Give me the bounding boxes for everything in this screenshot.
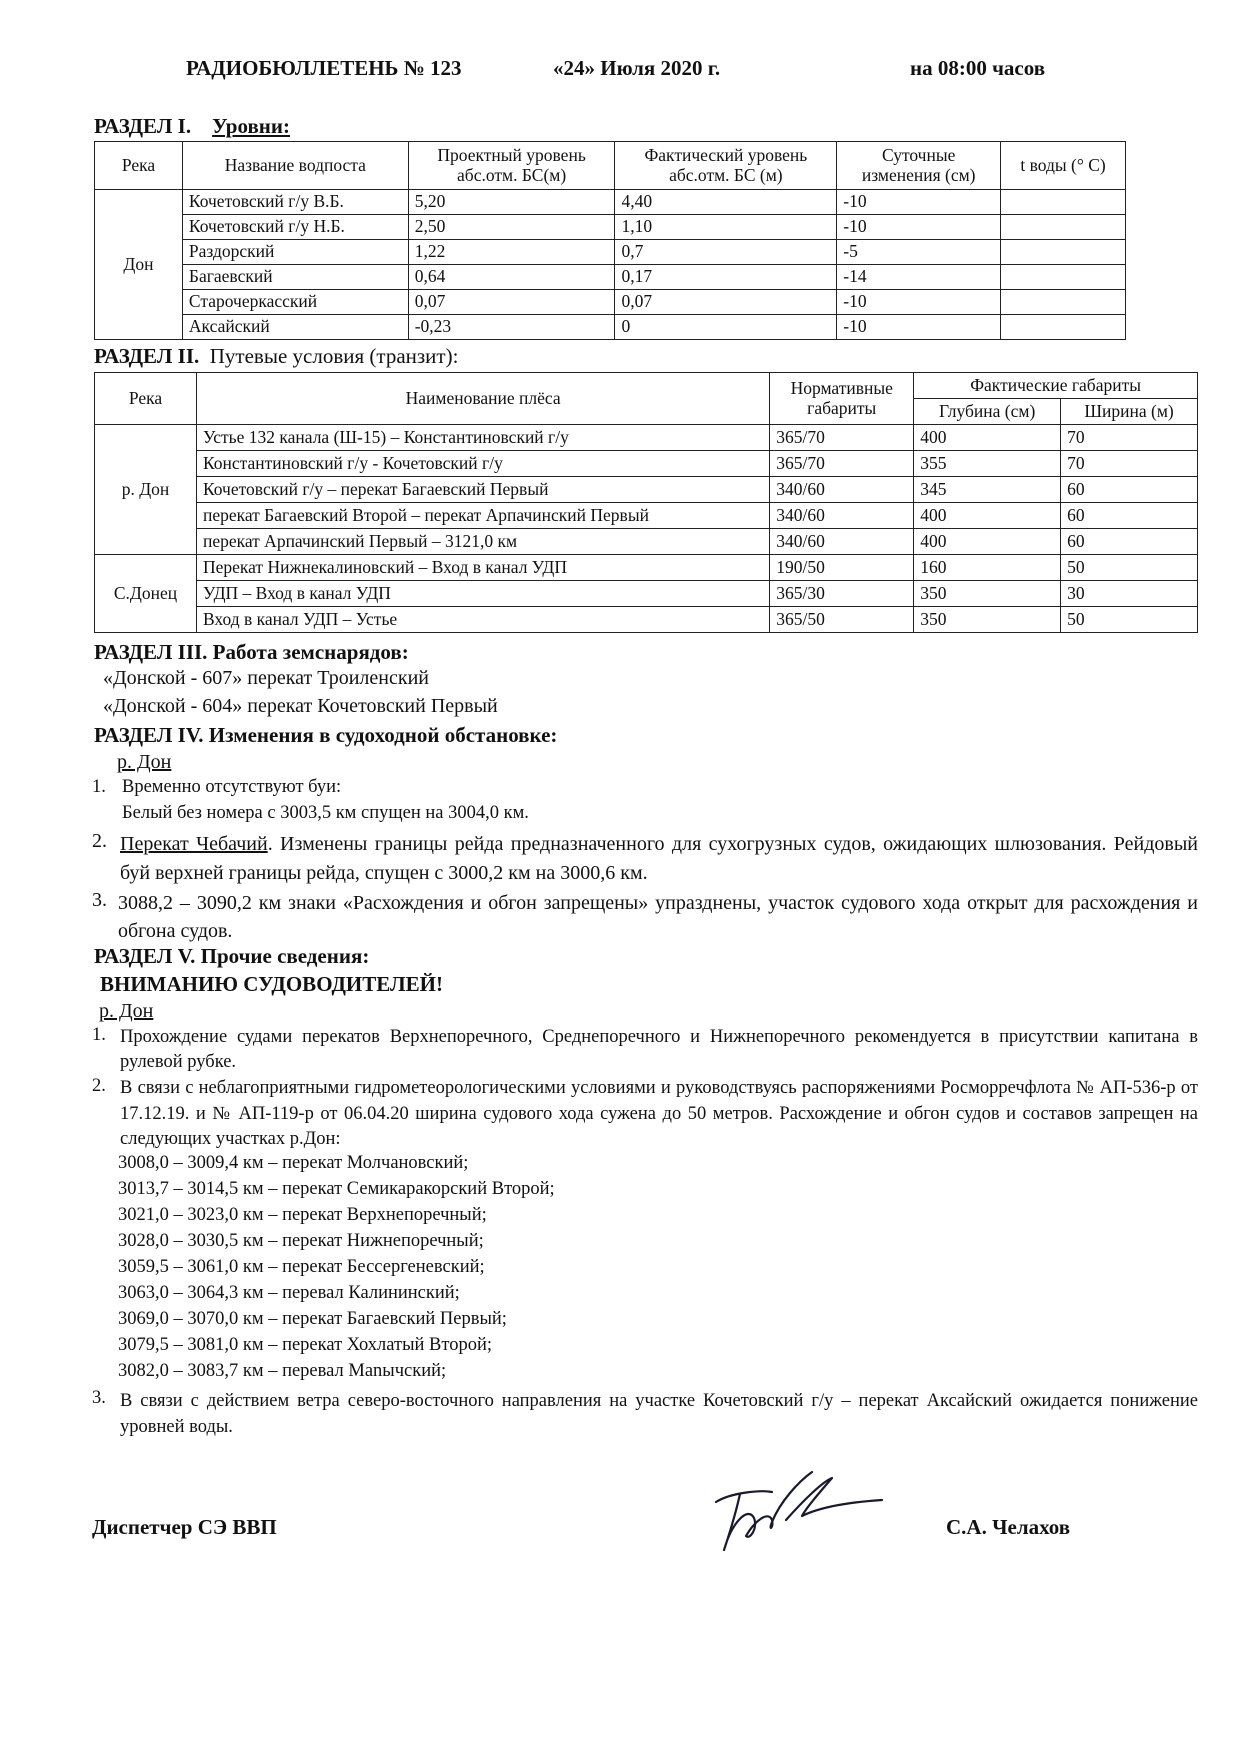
section1-heading [94,114,290,139]
table-row [95,425,1198,451]
reach-name: Устье 132 канала (Ш-15) – Константиновский г/у [196,425,769,451]
section4-item1-text: Белый без номера с 3003,5 км спущен на 3004,0 км. [122,803,529,823]
daily-change: -5 [837,240,1001,265]
post-name: Кочетовский г/у В.Б. [182,190,408,215]
dispatcher-label: Диспетчер СЭ ВВП [92,1515,277,1539]
transit-river: р. Дон [95,425,197,555]
fact-width: 30 [1061,581,1198,607]
bulletin-time: на 08:00 часов [910,56,1046,80]
levels-col-river: Река [95,142,183,190]
norm-dims: 340/60 [770,477,914,503]
table-row [95,477,1198,503]
fact-width: 70 [1061,451,1198,477]
section4-item3-text: 3088,2 – 3090,2 км знаки «Расхождения и обгон запрещены» упразднены, участок судового хода открыт для расхождения и обгона судов. [118,892,1198,942]
reach-name: перекат Багаевский Второй – перекат Арпачинский Первый [196,503,769,529]
section2-subtitle: Путевые условия (транзит): [209,344,459,368]
water-temp [1001,290,1126,315]
levels-header-row [95,142,1126,190]
levels-col-change: Суточные изменения (см) [837,142,1001,190]
section4-river: р. Дон [117,751,172,773]
table-row [95,529,1198,555]
transit-river: С.Донец [95,555,197,633]
section5-river: р. Дон [99,1000,154,1022]
fact-width: 60 [1061,529,1198,555]
design-level: 0,07 [408,290,615,315]
fact-depth: 400 [914,425,1061,451]
design-level: 0,64 [408,265,615,290]
water-temp [1001,265,1126,290]
section5-title: РАЗДЕЛ V. Прочие сведения: [94,944,370,968]
section5-item1-text: Прохождение судами перекатов Верхнепоречного, Среднепоречного и Нижнепоречного рекомендуется в присутствии капитана в рулевой рубке. [120,1027,1198,1072]
post-name: Багаевский [182,265,408,290]
section2-heading [94,344,458,369]
reach-name: Константиновский г/у - Кочетовский г/у [196,451,769,477]
actual-level: 0 [615,315,837,340]
list-item: 3063,0 – 3064,3 км – перевал Калининский; [118,1283,460,1303]
water-temp [1001,215,1126,240]
list-number: 1. [92,1025,106,1045]
table-row [95,555,1198,581]
list-number: 1. [92,777,106,797]
fact-width: 50 [1061,607,1198,633]
levels-table [94,141,1126,340]
dispatcher-name: С.А. Челахов [946,1515,1071,1539]
fact-depth: 400 [914,503,1061,529]
actual-level: 0,7 [615,240,837,265]
design-level: 5,20 [408,190,615,215]
list-number: 2. [92,830,107,852]
actual-level: 0,07 [615,290,837,315]
list-item: 3028,0 – 3030,5 км – перекат Нижнепоречный; [118,1231,484,1251]
fact-depth: 400 [914,529,1061,555]
levels-col-post: Название водпоста [182,142,408,190]
daily-change: -14 [837,265,1001,290]
reach-name: Кочетовский г/у – перекат Багаевский Первый [196,477,769,503]
table-row [95,315,1126,340]
levels-river: Дон [95,190,183,340]
table-row [95,240,1126,265]
transit-col-river: Река [95,373,197,425]
list-item: 3013,7 – 3014,5 км – перекат Семикаракорский Второй; [118,1179,555,1199]
list-number: 3. [92,1388,106,1408]
reach-name: перекат Арпачинский Первый – 3121,0 км [196,529,769,555]
table-row [95,265,1126,290]
water-temp [1001,190,1126,215]
section2-title: РАЗДЕЛ II. [94,344,200,368]
norm-dims: 365/50 [770,607,914,633]
transit-header-row-1 [95,373,1198,399]
levels-col-design: Проектный уровень абс.отм. БС(м) [408,142,615,190]
design-level: -0,23 [408,315,615,340]
norm-dims: 365/70 [770,451,914,477]
section5-item3-text: В связи с действием ветра северо-восточного направления на участке Кочетовский г/у – перекат Аксайский ожидается понижение уровней воды. [120,1391,1198,1437]
list-item: 3008,0 – 3009,4 км – перекат Молчановский; [118,1153,469,1173]
transit-col-norm: Нормативные габариты [770,373,914,425]
fact-depth: 350 [914,607,1061,633]
actual-level: 0,17 [615,265,837,290]
list-item: 3021,0 – 3023,0 км – перекат Верхнепоречный; [118,1205,487,1225]
section4-item2 [120,830,1198,888]
post-name: Кочетовский г/у Н.Б. [182,215,408,240]
reach-name: УДП – Вход в канал УДП [196,581,769,607]
fact-depth: 345 [914,477,1061,503]
daily-change: -10 [837,190,1001,215]
water-temp [1001,240,1126,265]
section5-item2-text: В связи с неблагоприятными гидрометеорологическими условиями и руководствуясь распоряжениями Росморречфлота № АП-536-р от 17.12.19. и № АП-119-р от 06.04.20 ширина судового хода сужена до 50 метров. Расхождение и обгон судов и составов запрещен на следующих участках р.Дон: [120,1078,1198,1149]
norm-dims: 340/60 [770,503,914,529]
water-temp [1001,315,1126,340]
bulletin-title: РАДИОБЮЛЛЕТЕНЬ № 123 [186,56,462,80]
post-name: Аксайский [182,315,408,340]
dredger-item: «Донской - 604» перекат Кочетовский Первый [103,695,498,717]
fact-width: 60 [1061,503,1198,529]
section1-title: РАЗДЕЛ I. [94,114,192,138]
table-row [95,607,1198,633]
post-name: Старочеркасский [182,290,408,315]
table-row [95,451,1198,477]
design-level: 2,50 [408,215,615,240]
table-row [95,290,1126,315]
norm-dims: 365/70 [770,425,914,451]
section3-title: РАЗДЕЛ III. Работа земснарядов: [94,640,409,664]
fact-width: 60 [1061,477,1198,503]
norm-dims: 340/60 [770,529,914,555]
section3-heading [94,640,409,665]
fact-depth: 355 [914,451,1061,477]
section4-item2-text: . Изменены границы рейда предназначенного для сухогрузных судов, ожидающих шлюзования. Рейдовый буй верхней границы рейда, спущен с 3000,2 км на 3000,6 км. [120,833,1199,884]
fact-width: 50 [1061,555,1198,581]
transit-col-fact: Фактические габариты [914,373,1198,399]
section4-heading [94,723,557,748]
norm-dims: 365/30 [770,581,914,607]
attention-text: ВНИМАНИЮ СУДОВОДИТЕЛЕЙ! [100,972,443,996]
bulletin-date: «24» Июля 2020 г. [553,56,721,80]
post-name: Раздорский [182,240,408,265]
section5-heading [94,944,369,969]
list-item: 3059,5 – 3061,0 км – перекат Бессергеневский; [118,1257,485,1277]
daily-change: -10 [837,215,1001,240]
actual-level: 1,10 [615,215,837,240]
transit-col-depth: Глубина (см) [914,399,1061,425]
list-number: 2. [92,1076,106,1096]
attention-heading [100,972,443,997]
reach-name: Вход в канал УДП – Устье [196,607,769,633]
daily-change: -10 [837,315,1001,340]
fact-depth: 350 [914,581,1061,607]
levels-col-actual: Фактический уровень абс.отм. БС (м) [615,142,837,190]
table-row [95,190,1126,215]
design-level: 1,22 [408,240,615,265]
section4-item2-link: Перекат Чебачий [120,833,268,855]
transit-table [94,372,1198,633]
section1-subtitle: Уровни: [212,114,290,138]
fact-depth: 160 [914,555,1061,581]
list-item: 3079,5 – 3081,0 км – перекат Хохлатый Второй; [118,1335,493,1355]
levels-col-temp: t воды (° С) [1001,142,1126,190]
list-number: 3. [92,889,107,911]
list-item: 3082,0 – 3083,7 км – перевал Manычский; [118,1361,447,1381]
list-item: 3069,0 – 3070,0 км – перекат Багаевский Первый; [118,1309,507,1329]
table-row [95,215,1126,240]
norm-dims: 190/50 [770,555,914,581]
actual-level: 4,40 [615,190,837,215]
daily-change: -10 [837,290,1001,315]
fact-width: 70 [1061,425,1198,451]
transit-col-name: Наименование плёса [196,373,769,425]
table-row [95,581,1198,607]
reach-name: Перекат Нижнекалиновский – Вход в канал УДП [196,555,769,581]
section4-title: РАЗДЕЛ IV. Изменения в судоходной обстановке: [94,723,558,747]
handwritten-signature [702,1462,902,1562]
dredger-item: «Донской - 607» перекат Троиленский [103,667,429,689]
section4-item1-head: Временно отсутствуют буи: [122,777,342,797]
transit-col-width: Ширина (м) [1061,399,1198,425]
table-row [95,503,1198,529]
